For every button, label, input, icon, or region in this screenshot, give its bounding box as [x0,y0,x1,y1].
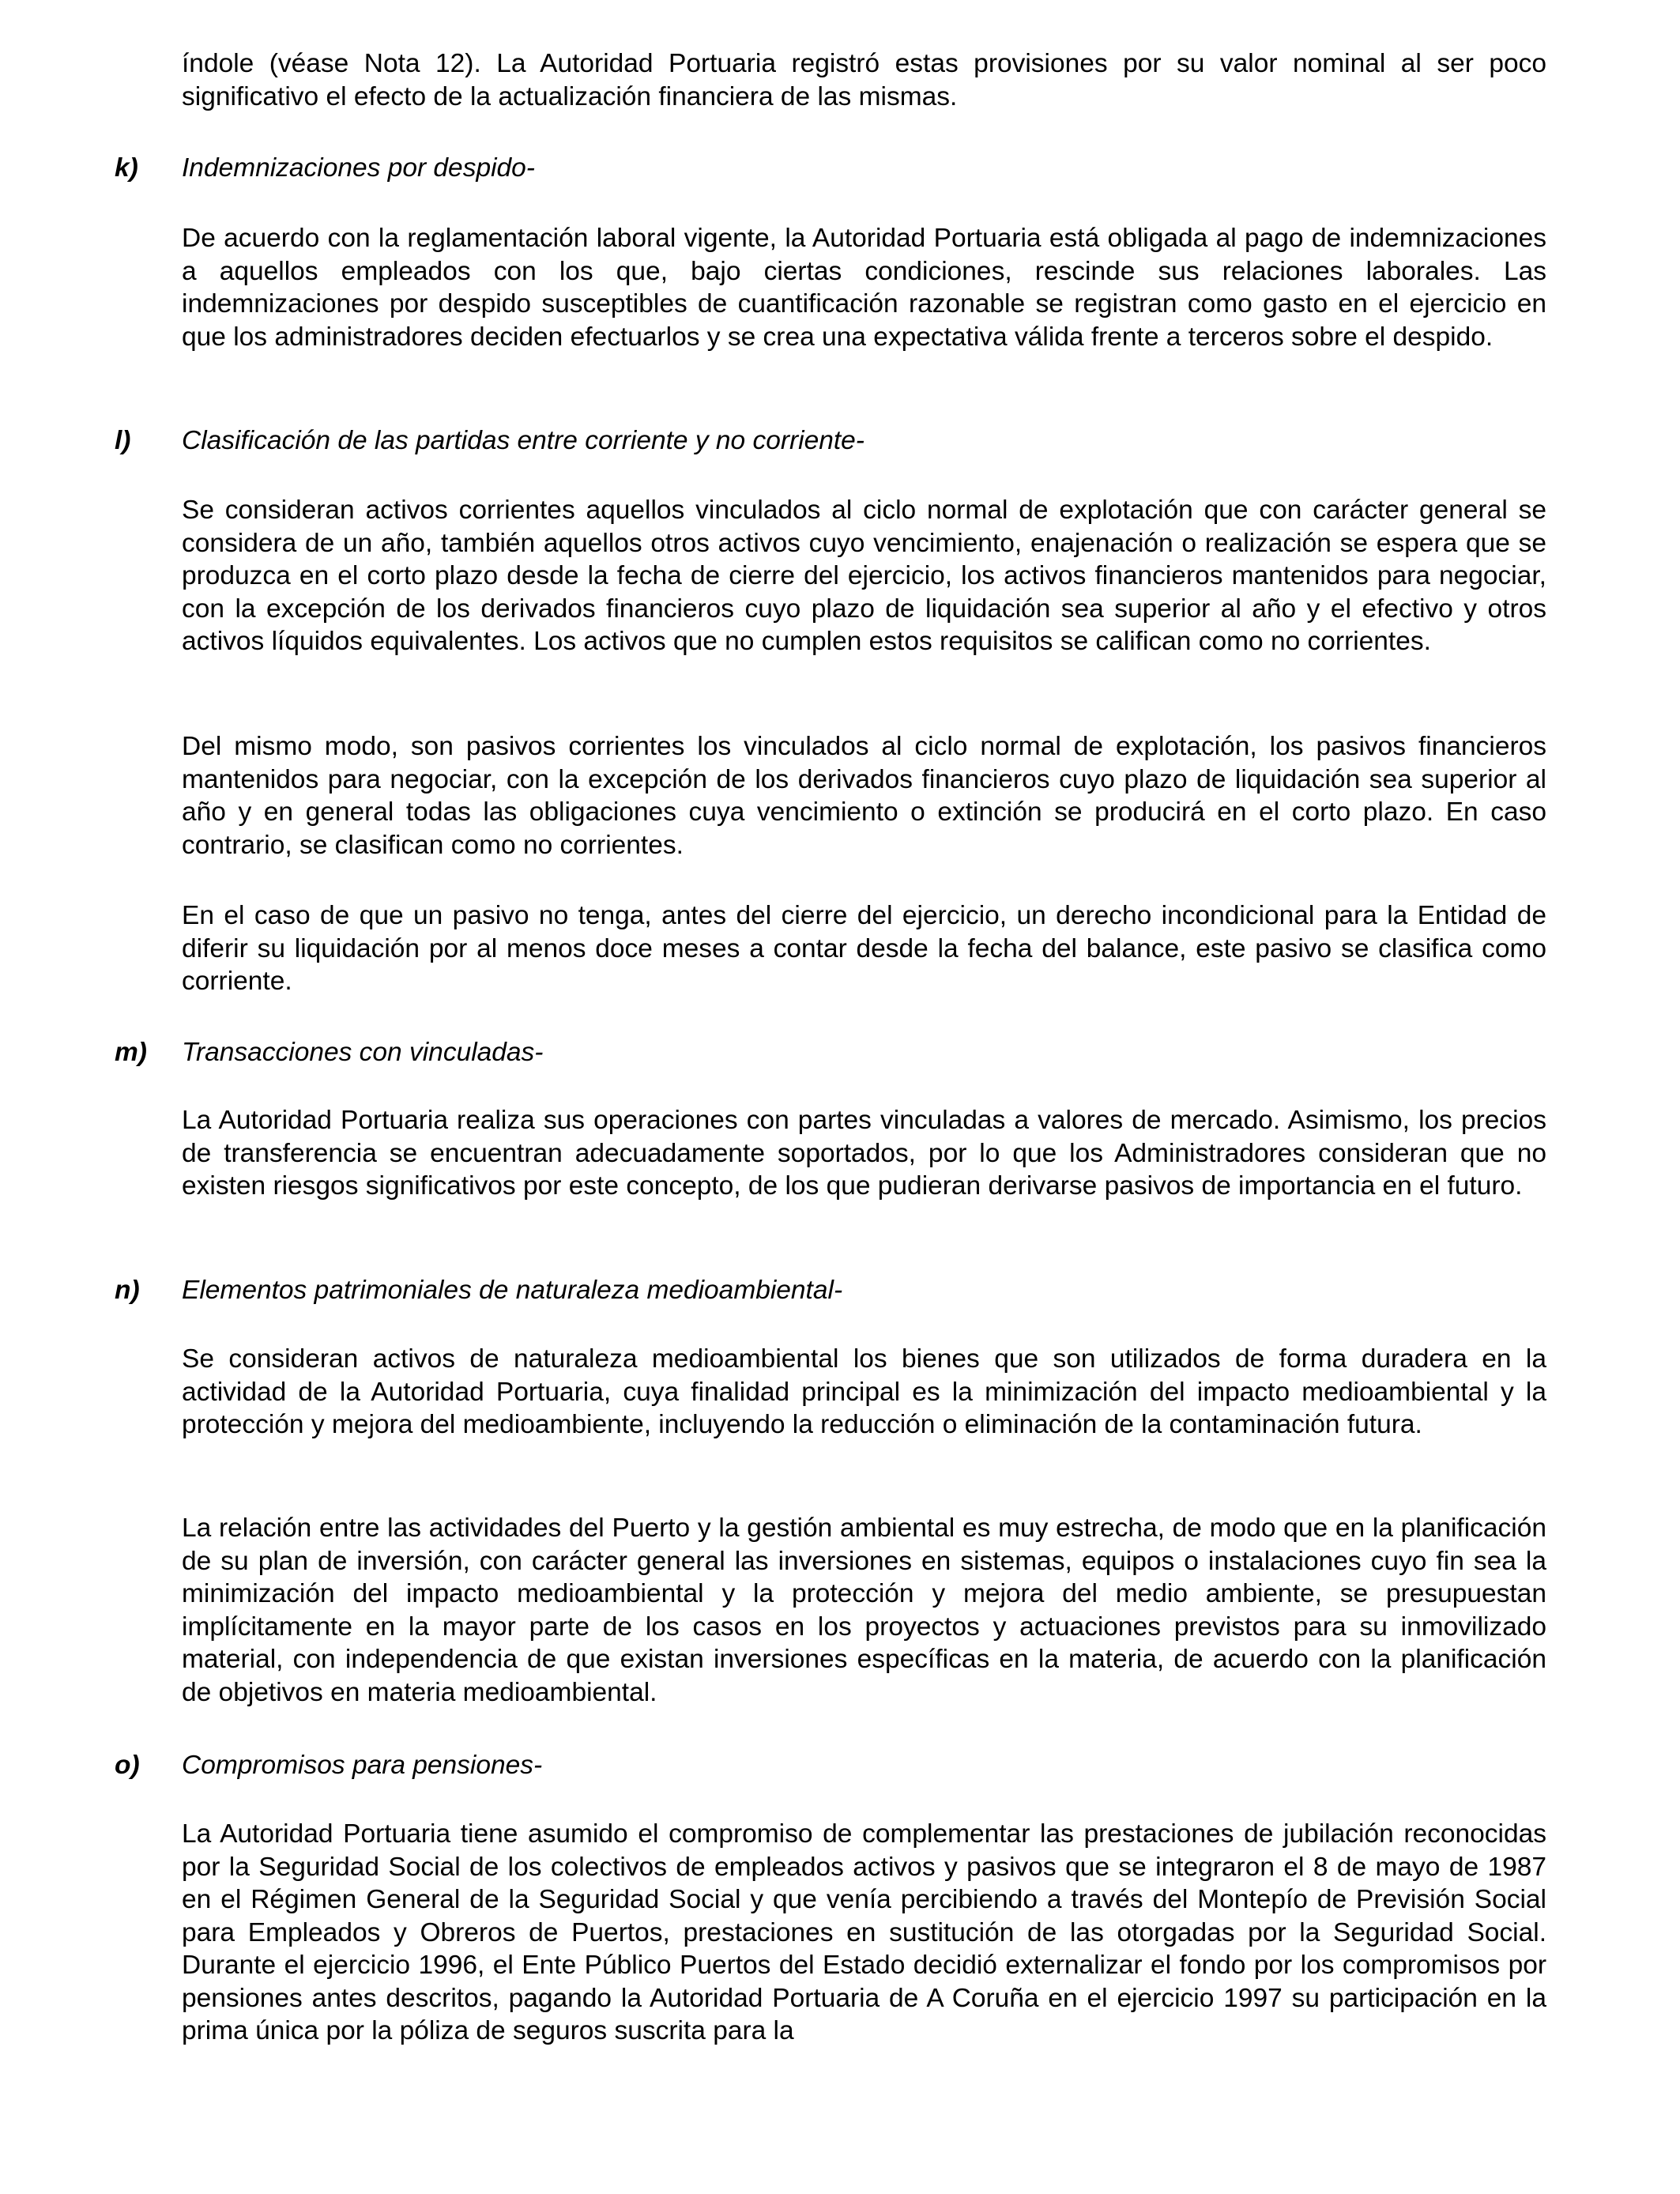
section-letter: l) [115,426,131,455]
section-l-paragraph-2: Del mismo modo, son pasivos corrientes los vinculados al ciclo normal de explotación, los pasivos financieros mantenidos para negociar, con la excepción de los derivados financieros cuyo plazo de liquidación sea superior al año y en general todas las obligaciones cuya vencimiento o extinción se producirá en el corto plazo. En caso contrario, se clasifican como no corrientes. [182,732,1546,860]
section-o-paragraph-1: La Autoridad Portuaria tiene asumido el compromiso de complementar las prestaciones de jubilación reconocidas por la Seguridad Social de los colectivos de empleados activos y pasivos que se integraron el 8 de mayo de 1987 en el Régimen General de la Seguridad Social y que venía percibiendo a través del Montepío de Previsión Social para Empleados y Obreros de Puertos, prestaciones en sustitución de las otorgadas por la Seguridad Social. Durante el ejercicio 1996, el Ente Público Puertos del Estado decidió externalizar el fondo por los compromisos por pensiones antes descritos, pagando la Autoridad Portuaria de A Coruña en el ejercicio 1997 su participación en la prima única por la póliza de seguros suscrita para la [182,1819,1546,2045]
section-title: Transacciones con vinculadas- [182,1038,544,1067]
section-letter: n) [115,1276,140,1305]
section-n-paragraph-1: Se consideran activos de naturaleza medioambiental los bienes que son utilizados de forma duradera en la actividad de la Autoridad Portuaria, cuya finalidad principal es la minimización del impacto medioambiental y la protección y mejora del medioambiente, incluyendo la reducción o eliminación de la contaminación futura. [182,1344,1546,1439]
section-heading-l [0,424,1680,458]
section-title: Clasificación de las partidas entre corriente y no corriente- [182,426,864,455]
section-heading-k [0,152,1680,185]
section-heading-m [0,1036,1680,1069]
section-n-paragraph-2: La relación entre las actividades del Puerto y la gestión ambiental es muy estrecha, de modo que en la planificación de su plan de inversión, con carácter general las inversiones en sistemas, equipos o instalaciones cuyo fin sea la minimización del impacto medioambiental y la protección y mejora del medio ambiente, se presupuestan implícitamente en la mayor parte de los casos en los proyectos y actuaciones previstos para su inmovilizado material, con independencia de que existan inversiones específicas en la materia, de acuerdo con la planificación de objetivos en materia medioambiental. [182,1514,1546,1707]
section-l-paragraph-1: Se consideran activos corrientes aquellos vinculados al ciclo normal de explotación que con carácter general se considera de un año, también aquellos otros activos cuyo vencimiento, enajenación o realización se espera que se produzca en el corto plazo desde la fecha de cierre del ejercicio, los activos financieros mantenidos para negociar, con la excepción de los derivados financieros cuyo plazo de liquidación sea superior al año y el efectivo y otros activos líquidos equivalentes. Los activos que no cumplen estos requisitos se califican como no corrientes. [182,496,1546,656]
intro-paragraph: índole (véase Nota 12). La Autoridad Portuaria registró estas provisiones por su valor nominal al ser poco significativo el efecto de la actualización financiera de las mismas. [182,49,1546,111]
section-m-paragraph-1: La Autoridad Portuaria realiza sus operaciones con partes vinculadas a valores de mercado. Asimismo, los precios de transferencia se encuentran adecuadamente soportados, por lo que los Administradores consideran que no existen riesgos significativos por este concepto, de los que pudieran derivarse pasivos de importancia en el futuro. [182,1106,1546,1201]
section-title: Elementos patrimoniales de naturaleza medioambiental- [182,1276,843,1305]
section-letter: o) [115,1751,140,1780]
section-k-paragraph-1: De acuerdo con la reglamentación laboral vigente, la Autoridad Portuaria está obligada al pago de indemnizaciones a aquellos empleados con los que, bajo ciertas condiciones, rescinde sus relaciones laborales. Las indemnizaciones por despido susceptibles de cuantificación razonable se registran como gasto en el ejercicio en que los administradores deciden efectuarlos y se crea una expectativa válida frente a terceros sobre el despido. [182,224,1546,352]
section-heading-o [0,1749,1680,1782]
section-title: Compromisos para pensiones- [182,1751,543,1780]
section-letter: k) [115,153,138,183]
section-letter: m) [115,1038,147,1067]
section-l-paragraph-3: En el caso de que un pasivo no tenga, antes del cierre del ejercicio, un derecho incondicional para la Entidad de diferir su liquidación por al menos doce meses a contar desde la fecha del balance, este pasivo se clasifica como corriente. [182,901,1546,996]
section-heading-n [0,1274,1680,1307]
section-title: Indemnizaciones por despido- [182,153,535,183]
